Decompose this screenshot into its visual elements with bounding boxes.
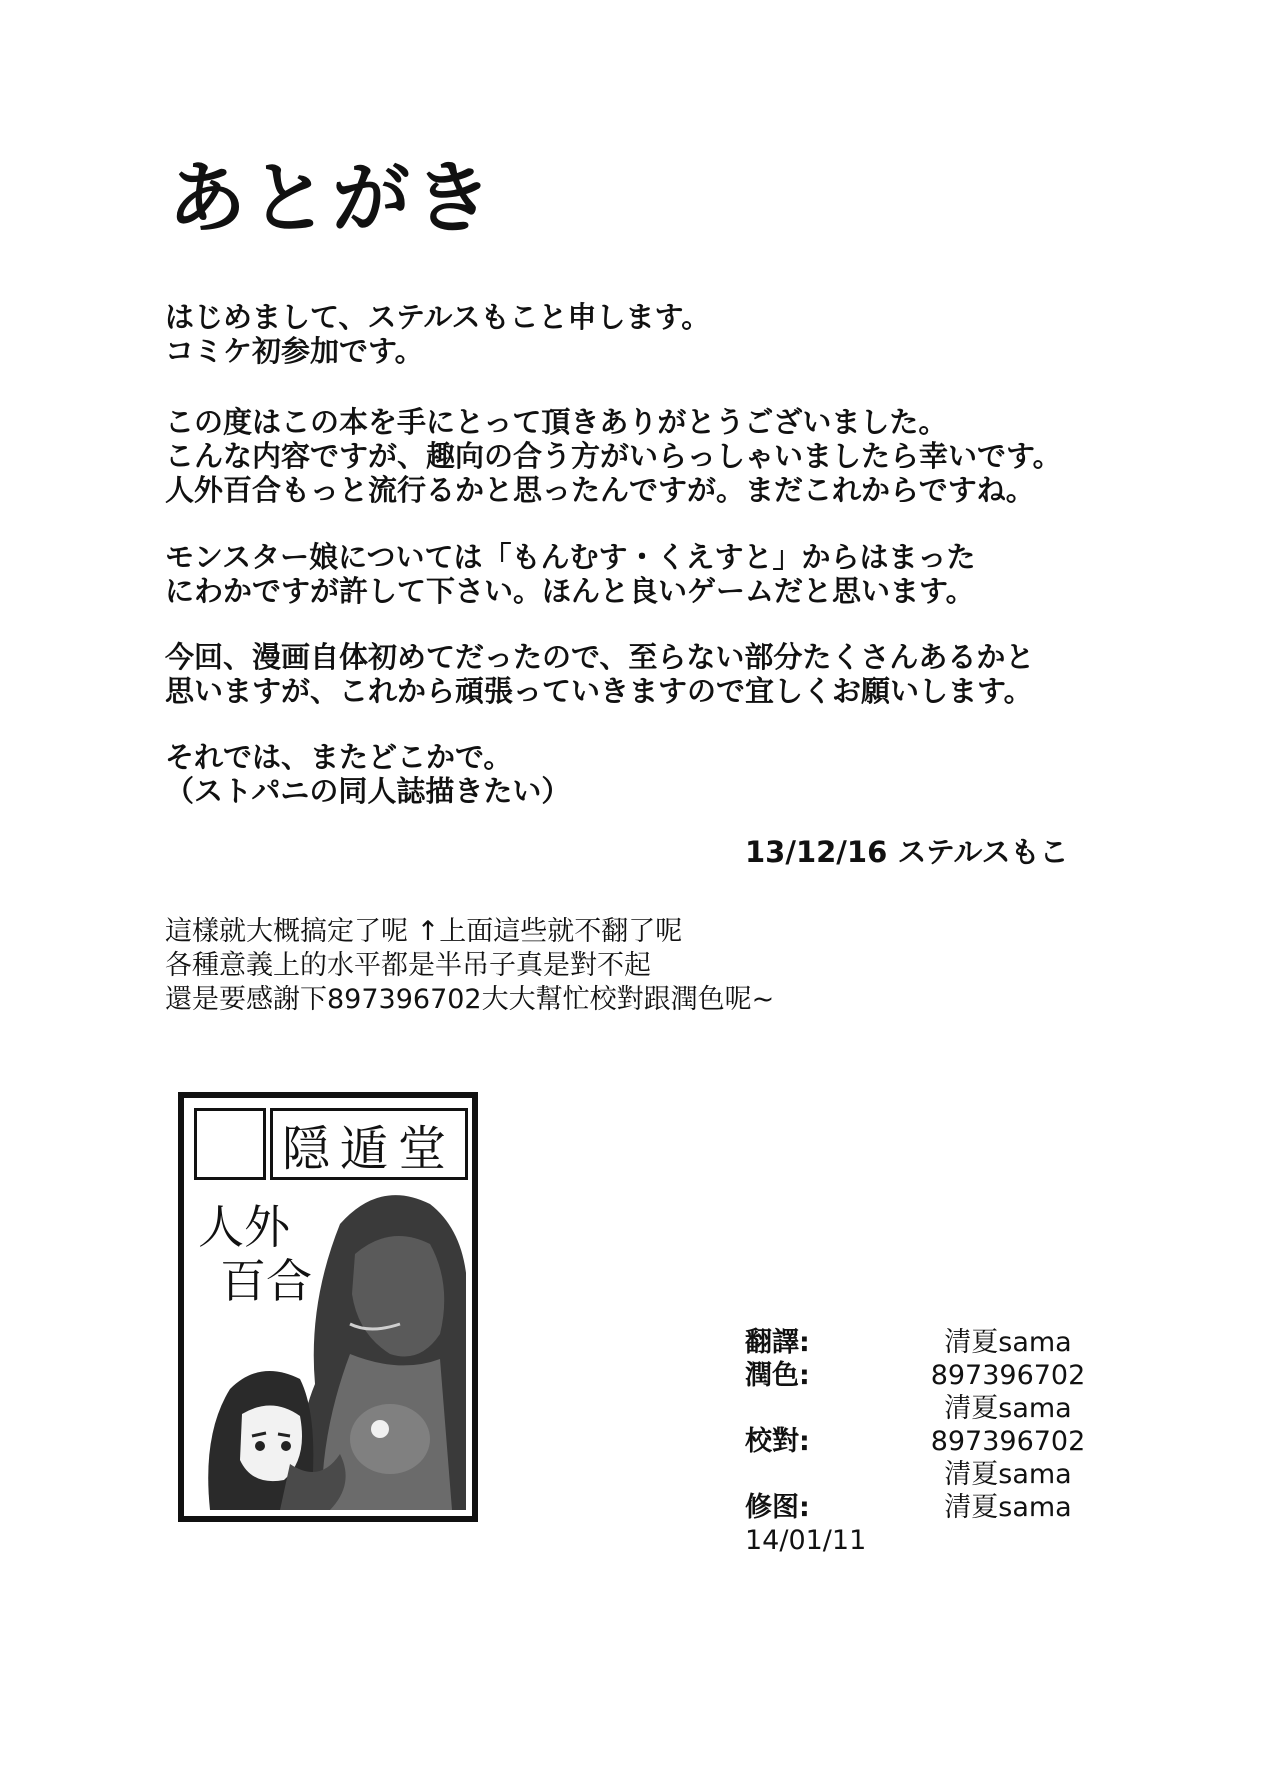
credit-name: 清夏sama	[944, 1459, 1072, 1490]
text-line: 這樣就大概搞定了呢 ↑上面這些就不翻了呢	[165, 916, 683, 947]
book-cover-thumbnail	[178, 1092, 478, 1522]
credit-row	[745, 1326, 1093, 1359]
text-line: この度はこの本を手にとって頂きありがとうございました。	[165, 405, 948, 439]
text-line: 人外百合もっと流行るかと思ったんですが。まだこれからですね。	[165, 473, 1035, 507]
credit-name: 清夏sama	[944, 1327, 1072, 1358]
text-line: こんな内容ですが、趣向の合う方がいらっしゃいましたら幸いです。	[165, 439, 1062, 473]
credit-row	[745, 1392, 1093, 1425]
paragraph-monster-girls	[165, 540, 976, 608]
credits-block	[745, 1326, 1093, 1557]
cover-title-line2: 百合	[220, 1254, 312, 1308]
text-line: 各種意義上的水平都是半吊子真是對不起	[165, 950, 651, 981]
text-line: （ストパニの同人誌描きたい）	[165, 774, 571, 808]
credit-role	[745, 1458, 923, 1491]
author-signature: 13/12/16 ステルスもこ	[745, 835, 1069, 869]
paragraph-farewell	[165, 740, 570, 808]
circle-name: 隠遁堂	[270, 1108, 468, 1180]
credit-name: 897396702	[930, 1426, 1086, 1457]
credit-name: 清夏sama	[944, 1492, 1072, 1523]
translator-note	[165, 915, 774, 1017]
credit-row	[745, 1491, 1093, 1524]
cover-blank-box	[194, 1108, 266, 1180]
afterword-title: あとがき	[168, 153, 497, 244]
credit-row	[745, 1425, 1093, 1458]
text-line: 今回、漫画自体初めてだったので、至らない部分たくさんあるかと	[165, 640, 1035, 674]
credit-role	[745, 1392, 923, 1425]
text-line: 還是要感謝下897396702大大幫忙校對跟潤色呢~	[165, 984, 775, 1015]
credit-name: 清夏sama	[944, 1393, 1072, 1424]
text-line: モンスター娘については「もんむす・くえすと」からはまった	[165, 540, 976, 574]
credit-row	[745, 1359, 1093, 1392]
paragraph-greeting	[165, 300, 710, 368]
credit-role: 翻譯:	[745, 1327, 810, 1358]
paragraph-thanks	[165, 405, 1062, 507]
paragraph-first-manga	[165, 640, 1034, 708]
credit-row	[745, 1458, 1093, 1491]
text-line: コミケ初参加です。	[165, 334, 424, 368]
text-line: それでは、またどこかで。	[165, 740, 513, 774]
cover-title-line1: 人外	[198, 1200, 290, 1254]
credit-role: 校對:	[745, 1426, 810, 1457]
credit-name: 897396702	[930, 1360, 1086, 1391]
text-line: にわかですが許して下さい。ほんと良いゲームだと思います。	[165, 574, 975, 608]
translation-date: 14/01/11	[745, 1525, 867, 1556]
credit-role: 修图:	[745, 1492, 810, 1523]
text-line: 思いますが、これから頑張っていきますので宜しくお願いします。	[165, 674, 1033, 708]
credit-role: 潤色:	[745, 1360, 810, 1391]
text-line: はじめまして、ステルスもこと申します。	[165, 300, 711, 334]
